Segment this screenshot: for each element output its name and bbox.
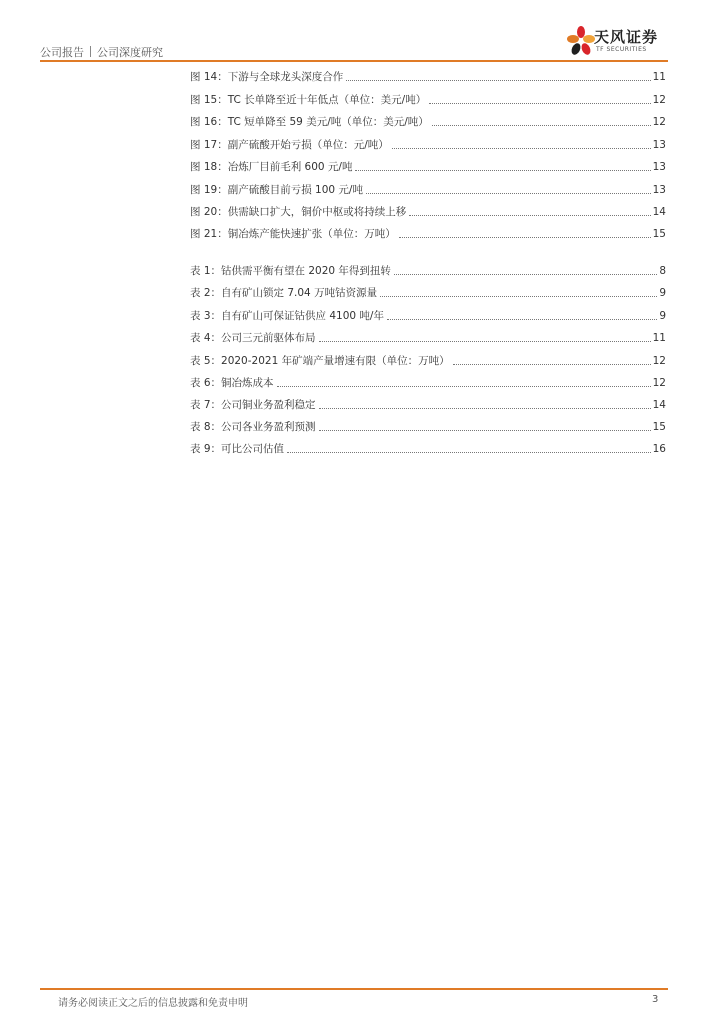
- toc-row[interactable]: [190, 307, 666, 323]
- toc-entry-page: 9: [659, 287, 666, 299]
- toc-entry-label: 图 20：供需缺口扩大，铜价中枢或将持续上移: [190, 206, 407, 218]
- dot-leader: [277, 386, 651, 387]
- toc-entry-label: 图 21：铜冶炼产能快速扩张（单位：万吨）: [190, 228, 396, 240]
- toc-entry-page: 11: [652, 71, 666, 83]
- toc-entry-label: 图 19：副产硫酸目前亏损 100 元/吨: [190, 184, 363, 196]
- header-breadcrumb: [40, 44, 163, 60]
- dot-leader: [319, 408, 651, 409]
- toc-entry-page: 16: [652, 443, 666, 455]
- dot-leader: [394, 274, 657, 275]
- toc-entry-label: 表 7：公司铜业务盈利稳定: [190, 399, 316, 411]
- toc-row[interactable]: [190, 374, 666, 390]
- toc-row[interactable]: [190, 225, 666, 241]
- toc-row[interactable]: [190, 396, 666, 412]
- toc-row[interactable]: [190, 113, 666, 129]
- toc-row[interactable]: [190, 91, 666, 107]
- toc-row[interactable]: [190, 68, 666, 84]
- toc-entry-page: 13: [652, 161, 666, 173]
- dot-leader: [319, 430, 651, 431]
- toc-row[interactable]: [190, 440, 666, 456]
- toc-entry-page: 11: [652, 332, 666, 344]
- toc-row[interactable]: [190, 352, 666, 368]
- toc-entry-label: 表 6：铜冶炼成本: [190, 377, 274, 389]
- toc-entry-label: 图 17：副产硫酸开始亏损（单位：元/吨）: [190, 139, 389, 151]
- dot-leader: [453, 364, 651, 365]
- toc-row[interactable]: [190, 158, 666, 174]
- toc-entry-page: 14: [652, 399, 666, 411]
- toc-entry-label: 表 5：2020-2021 年矿端产量增速有限（单位：万吨）: [190, 355, 450, 367]
- dot-leader: [392, 148, 651, 149]
- dot-leader: [409, 215, 650, 216]
- toc-entry-label: 表 3：自有矿山可保证钴供应 4100 吨/年: [190, 310, 384, 322]
- header-separator: [90, 46, 91, 57]
- toc-entry-label: 图 14：下游与全球龙头深度合作: [190, 71, 344, 83]
- dot-leader: [287, 452, 651, 453]
- brand-name-cn: 天风证券: [594, 28, 659, 46]
- toc-entry-label: 图 15：TC 长单降至近十年低点（单位：美元/吨）: [190, 94, 427, 106]
- dot-leader: [399, 237, 651, 238]
- toc-entry-page: 15: [652, 421, 666, 433]
- dot-leader: [429, 103, 650, 104]
- toc-row[interactable]: [190, 329, 666, 345]
- toc-entry-page: 12: [652, 116, 666, 128]
- toc-row[interactable]: [190, 203, 666, 219]
- toc-entry-page: 13: [652, 184, 666, 196]
- brand-logo: [566, 22, 676, 62]
- dot-leader: [355, 170, 650, 171]
- toc-entry-page: 12: [652, 355, 666, 367]
- header-report-type: 公司深度研究: [97, 46, 163, 59]
- toc-entry-label: 表 2：自有矿山锁定 7.04 万吨钴资源量: [190, 287, 378, 299]
- toc-entry-page: 8: [659, 265, 666, 277]
- toc-entry-label: 表 1：钴供需平衡有望在 2020 年得到扭转: [190, 265, 391, 277]
- toc-entry-label: 表 9：可比公司估值: [190, 443, 285, 455]
- brand-name-en: TF SECURITIES: [596, 46, 647, 53]
- dot-leader: [380, 296, 657, 297]
- dot-leader: [366, 193, 651, 194]
- toc-row[interactable]: [190, 284, 666, 300]
- footer-disclaimer: 请务必阅读正文之后的信息披露和免责申明: [58, 998, 248, 1009]
- dot-leader: [319, 341, 651, 342]
- toc-row[interactable]: [190, 136, 666, 152]
- toc-row[interactable]: [190, 262, 666, 278]
- toc-entry-label: 图 18：冶炼厂目前毛利 600 元/吨: [190, 161, 353, 173]
- header-section: 公司报告: [40, 46, 84, 59]
- toc-entry-page: 9: [659, 310, 666, 322]
- toc-entry-page: 14: [652, 206, 666, 218]
- toc-entry-label: 表 4：公司三元前驱体布局: [190, 332, 316, 344]
- dot-leader: [346, 80, 650, 81]
- toc-entry-page: 12: [652, 377, 666, 389]
- toc-entry-page: 13: [652, 139, 666, 151]
- toc-entry-page: 12: [652, 94, 666, 106]
- toc-row[interactable]: [190, 181, 666, 197]
- toc-entry-page: 15: [652, 228, 666, 240]
- dot-leader: [387, 319, 657, 320]
- dot-leader: [432, 125, 651, 126]
- toc-entry-label: 图 16：TC 短单降至 59 美元/吨（单位：美元/吨）: [190, 116, 429, 128]
- header-divider: [40, 60, 668, 62]
- toc-row[interactable]: [190, 418, 666, 434]
- flower-logo-icon: [566, 24, 596, 60]
- footer-divider: [40, 988, 668, 990]
- toc-entry-label: 表 8：公司各业务盈利预测: [190, 421, 316, 433]
- page-number: 3: [652, 994, 659, 1005]
